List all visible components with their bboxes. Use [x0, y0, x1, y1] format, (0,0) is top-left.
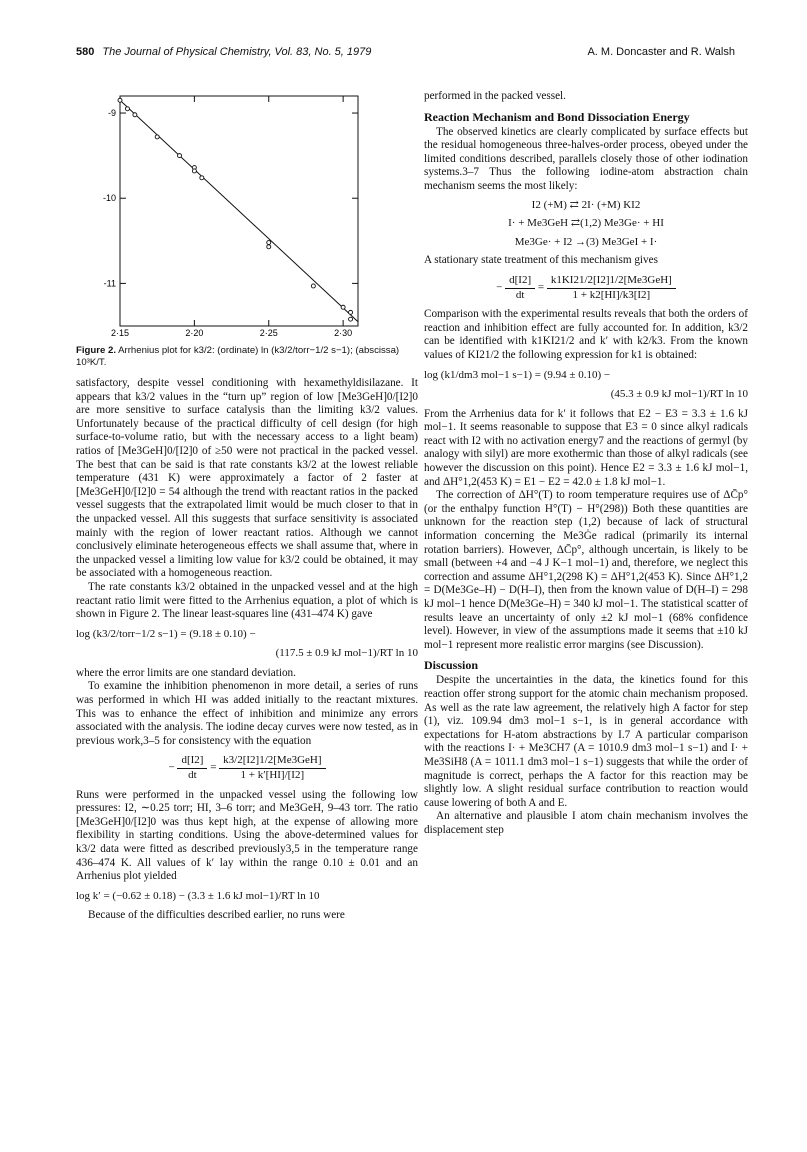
paragraph: performed in the packed vessel.: [424, 90, 566, 102]
paragraph: To examine the inhibition phenomenon in more detail, a series of runs was performed in which HI was added initially to the reactant mixtures. This was to enhance the effect of inhibition and minimize any errors associated with the analysis. The iodine decay curves were now tested, as in previous work,3–5 for consistency with the equation: [76, 680, 418, 747]
page-number: 580: [76, 46, 95, 58]
arrhenius-plot: [76, 90, 418, 342]
data-point: [311, 284, 315, 288]
fraction-left: [505, 274, 535, 302]
paragraph: Because of the difficulties described earlier, no runs were: [88, 909, 345, 922]
denominator: dt: [515, 288, 525, 301]
paragraph: The rate constants k3/2 obtained in the unpacked vessel and at the high reactant ratio limit were fitted to the Arrhenius equation, a plot of which is shown in Figure 2. The linear least-squares line (431–474 K) gave: [76, 580, 418, 621]
denominator: 1 + k′[HI]/[I2]: [240, 769, 305, 782]
left-column: [76, 90, 418, 923]
fit-line: [120, 100, 358, 321]
figure-caption: [76, 345, 418, 369]
equation-3: log k′ = (−0.62 ± 0.18) − (3.3 ± 1.6 kJ mol−1)/RT ln 10: [76, 889, 320, 902]
data-point: [155, 135, 159, 139]
data-point: [267, 241, 271, 245]
equation-5b: (45.3 ± 0.9 kJ mol−1)/RT ln 10: [610, 388, 748, 401]
fraction-right: [547, 274, 676, 302]
reaction-equilibrium: I2 (+M) ⇄ 2I· (+M) KI2: [531, 198, 641, 211]
paragraph: A stationary state treatment of this mechanism gives: [424, 254, 658, 267]
data-point: [349, 310, 353, 314]
paragraph: Comparison with the experimental results reveals that both the orders of reaction and inhibition effect are fully accounted for. In addition, k3/2 can be identified with k1KI21/2 and k′ with k2/k3. From the known values of KI21/2 the following expression for k1 is obtained:: [424, 308, 748, 361]
numerator: d[I2]: [505, 274, 535, 289]
paragraph: An alternative and plausible I atom chain mechanism involves the displacement step: [424, 810, 748, 836]
reaction-1-2: I· + Me3GeH ⇄(1,2) Me3Ge· + HI: [508, 217, 664, 230]
x-tick-label: 2·30: [334, 328, 353, 338]
paragraph: where the error limits are one standard deviation.: [76, 666, 296, 679]
numerator: k1KI21/2[I2]1/2[Me3GeH]: [547, 274, 676, 289]
equation-5a: log (k1/dm3 mol−1 s−1) = (9.94 ± 0.10) −: [424, 368, 611, 381]
paragraph: The observed kinetics are clearly complicated by surface effects but the residual homogeneous three-halves-order process, obeyed under the limited conditions described, parallels closely those of other iodination systems.3–7 Thus the following iodine-atom abstraction chain mechanism seems the most likely:: [424, 125, 748, 192]
paragraph: From the Arrhenius data for k′ it follows that E2 − E3 = 3.3 ± 1.6 kJ mol−1. It seems reasonable to suppose that E3 = 0 since alkyl radicals react with I2 with no activation energy7 and the reactions of germyl (by analogy with silyl) are more exothermic than those of alkyl radicals (see however the discussion on this point). Hence E2 = 3.3 ± 1.6 kJ mol−1, and ΔH°1,2(453 K) = E1 − E2 = 42.0 ± 1.8 kJ mol−1.: [424, 407, 748, 488]
caption-text: Arrhenius plot for k3/2: (ordinate) ln (k3/2/torr−1/2 s−1); (abscissa) 10³K/T.: [76, 345, 400, 368]
data-point: [133, 113, 137, 117]
equation-1a: log (k3/2/torr−1/2 s−1) = (9.18 ± 0.10) −: [76, 627, 256, 640]
x-tick-label: 2·25: [259, 328, 278, 338]
data-point: [118, 98, 122, 102]
data-point: [192, 169, 196, 173]
paragraph: Runs were performed in the unpacked vessel using the following low pressures: I2, ∼0.25 torr; HI, 3–6 torr; and Me3GeH, 9–43 torr. The ratio [Me3GeH]0/[I2]0 was thus kept high, at the expense of allowing more flexibility in starting conditions. Using the above-determined values for k3/2 data were fitted as described previously3,5 in the temperature range 436–474 K. All values of k′ lay within the range 0.10 ± 0.01 and an Arrhenius plot yielded: [76, 788, 418, 883]
running-header: [76, 46, 735, 62]
figure-2: [76, 90, 418, 342]
paragraph: satisfactory, despite vessel conditioning with hexamethyldisilazane. It appears that k3/2 values in the “turn up” region of low [Me3GeH]0/[I2]0 are more sensitive to surface catalysis than the limiting k3/2 values. Unfortunately because of the practical difficulty of cell design (for high surface-to-volume ratio, but with the necessary access to a light beam) ratios of [Me3GeH]0/[I2]0 of ≥50 were not practical in the packed vessel. The best that can be said is that rate constants k3/2 at the lowest reliable temperature (431 K) were approximately a factor of 2 faster at [Me3GeH]0/[I2]0 = 54 although the trend with reactant ratios in the packed vessel suggests that the extrapolated limit would be much closer to that in the unpacked vessel. All this suggests that surface sensitivity is associated mainly with the region of lower reactant ratios. Although we cannot conclusively eliminate heterogeneous effects we shall assume that, where in the unpacked vessel a limiting low value for k3/2 could be obtained, it may be associated with a homogeneous reaction.: [76, 377, 418, 580]
numerator: k3/2[I2]1/2[Me3GeH]: [219, 754, 325, 769]
header-left: [76, 46, 371, 58]
right-column: [424, 90, 748, 838]
equation-4: − $\frac{d[I2]}{dt}$ = $\frac{\text{k1KI21/2[I2]1/2[Me3GeH]}}{1 + k2[HI]/k3[I2]}$: [424, 274, 748, 302]
data-point: [125, 107, 129, 111]
numerator: d[I2]: [177, 754, 207, 769]
data-point: [178, 154, 182, 158]
header-authors: A. M. Doncaster and R. Walsh: [587, 46, 735, 58]
denominator: 1 + k2[HI]/k3[I2]: [572, 288, 651, 301]
data-point: [341, 305, 345, 309]
reaction-3: Me3Ge· + I2 →(3) Me3GeI + I·: [514, 235, 658, 248]
section-heading: Reaction Mechanism and Bond Dissociation Energy: [424, 109, 690, 124]
y-tick-label: -11: [103, 278, 116, 289]
section-heading: Discussion: [424, 658, 479, 673]
data-point: [200, 176, 204, 180]
denominator: dt: [188, 769, 197, 782]
paragraph: The correction of ΔH°(T) to room temperature requires use of ΔC̄p° (or the enthalpy function H°(T) − H°(298)) Both these quantities are unknown for the reaction step (1,2) because of lack of structural information concerning the Me3Ġe radical (primarily its internal rotation barriers). However, ΔC̄p°, although uncertain, is likely to be small (between +4 and −4 J K−1 mol−1) and, therefore, we neglect this correction and assume ΔH°1,2(298 K) = ΔH°1,2(453 K). Since ΔH°1,2 = D(Me3Ge–H) − D(H–I), then from the known value of D(H–I) = 298 kJ mol−1 hence D(Me3Ge–H) = 340 kJ mol−1. The statistical scatter of results leave an uncertainty of only ±2 kJ mol−1 (68% confidence level). However, in view of the assumptions made it seems that ±10 kJ mol−1 represent more realistic error margins (see Discussion).: [424, 489, 748, 651]
x-tick-label: 2·20: [185, 328, 204, 338]
equation-2: − $\frac{d[I2]}{dt}$ = $\frac{\text{k3/2[I2]1/2[Me3GeH]}}{1 + k'[HI]/[I2]}$: [76, 754, 418, 782]
y-tick-label: -9: [107, 108, 116, 119]
fraction-left: [177, 754, 207, 782]
equation-1b: (117.5 ± 0.9 kJ mol−1)/RT ln 10: [275, 647, 418, 660]
caption-label: Figure 2.: [76, 345, 116, 356]
data-point: [349, 317, 353, 321]
fraction-right: [219, 754, 325, 782]
x-tick-label: 2·15: [110, 328, 130, 338]
y-tick-label: -10: [102, 193, 116, 204]
data-point: [267, 245, 271, 249]
paragraph: Despite the uncertainties in the data, the kinetics found for this reaction offer strong support for the atomic chain mechanism proposed. As well as the rate law agreement, the relatively high A factor for step (1), viz. 109.94 dm3 mol−1 s−1, is in general accordance with expectations for H-atom abstractions by I.7 A particular comparison with the reactions I· + Me3CH7 (A = 1010.9 dm3 mol−1 s−1) and I· + Me3SiH8 (A = 1011.1 dm3 mol−1 s−1) suggests that while the order of magnitude is correct, perhaps the A factor for this reaction may be slightly low. A slight residual surface contribution to reaction would cause lowering of both A and E.: [424, 674, 748, 809]
journal-title: The Journal of Physical Chemistry, Vol. 83, No. 5, 1979: [102, 46, 372, 58]
